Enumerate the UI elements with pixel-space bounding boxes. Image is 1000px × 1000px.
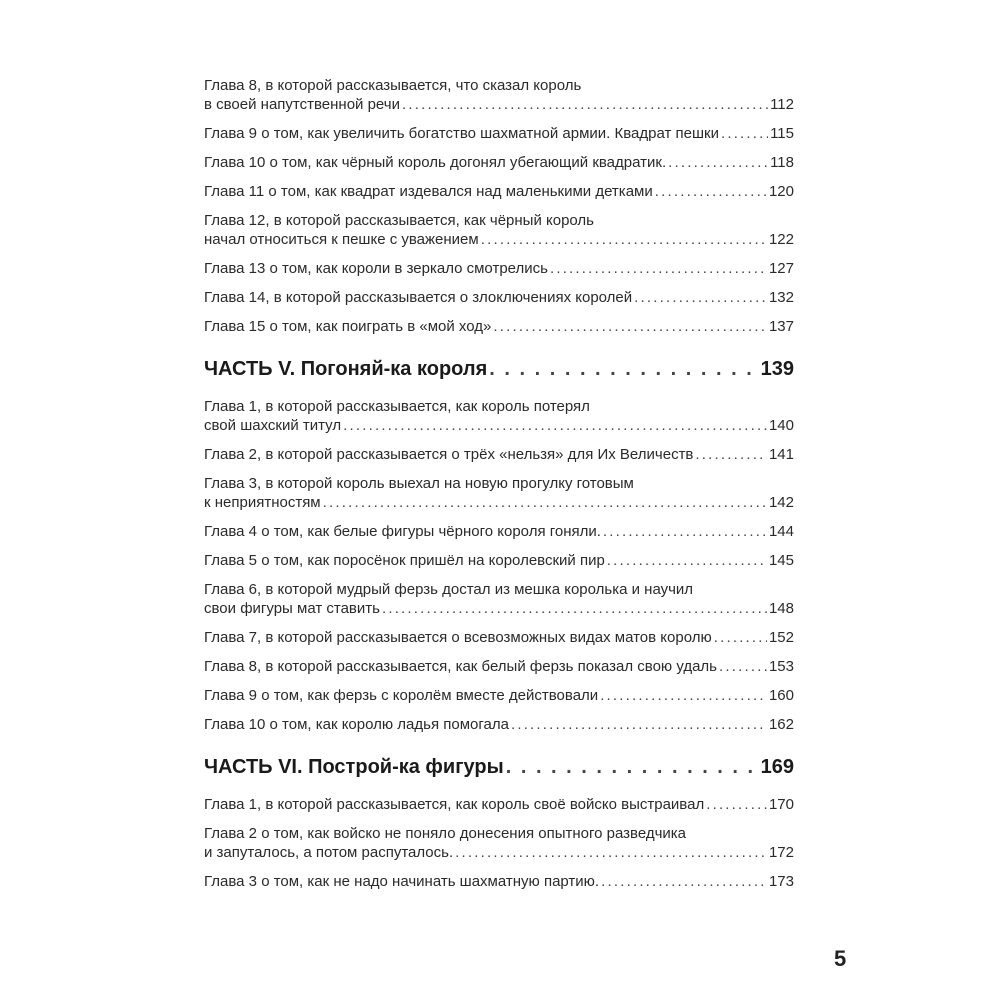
toc-entry <box>204 522 794 541</box>
toc-entry <box>204 580 794 618</box>
toc-entry <box>204 259 794 278</box>
leader-dots <box>634 288 767 307</box>
toc-entry-page: 122 <box>768 231 794 248</box>
toc-entry <box>204 628 794 647</box>
leader-dots <box>721 124 768 143</box>
leader-dots <box>695 445 767 464</box>
part-heading <box>204 756 794 779</box>
leader-dots <box>706 795 767 814</box>
toc-entry <box>204 182 794 201</box>
leader-dots <box>402 95 768 114</box>
toc-entry-line1: Глава 2 о том, как войско не поняло донесения опытного разведчика <box>204 825 687 842</box>
toc-entry-line1: Глава 8, в которой рассказывается, что сказал король <box>204 77 582 94</box>
toc-entry <box>204 317 794 336</box>
toc-entry-page: 153 <box>768 658 794 675</box>
toc-entry-page: 120 <box>768 183 794 200</box>
toc-entry-page: 172 <box>768 844 794 861</box>
part-page: 169 <box>760 756 794 778</box>
toc-entry <box>204 657 794 676</box>
toc-entry-page: 141 <box>768 446 794 463</box>
leader-dots <box>489 358 758 381</box>
toc-entry-line1: Глава 6, в которой мудрый ферзь достал из мешка королька и научил <box>204 581 694 598</box>
leader-dots <box>455 843 767 862</box>
toc-entry-page: 112 <box>770 96 794 113</box>
toc-entry-page: 145 <box>768 552 794 569</box>
leader-dots <box>601 872 767 891</box>
part-title: ЧАСТЬ V. Погоняй-ка короля <box>204 358 488 380</box>
toc-entry <box>204 211 794 249</box>
toc-entry <box>204 76 794 114</box>
leader-dots <box>607 551 767 570</box>
page-number: 5 <box>834 946 847 971</box>
toc-entry <box>204 824 794 862</box>
toc-entry-title: и запуталось, а потом распуталось. <box>204 844 454 861</box>
leader-dots <box>603 522 767 541</box>
toc-entry-page: 162 <box>768 716 794 733</box>
toc-entry-title: свой шахский титул <box>204 417 342 434</box>
toc-entry-page: 127 <box>768 260 794 277</box>
toc-entry-title: Глава 7, в которой рассказывается о всевозможных видах матов королю <box>204 629 712 646</box>
toc-entry <box>204 124 794 143</box>
toc-entry-page: 118 <box>770 154 794 171</box>
toc-entry-title: Глава 10 о том, как чёрный король догонял убегающий квадратик. <box>204 154 667 171</box>
leader-dots <box>668 153 768 172</box>
part-title: ЧАСТЬ VI. Построй-ка фигуры <box>204 756 504 778</box>
toc-entry-page: 170 <box>768 796 794 813</box>
leader-dots <box>323 493 767 512</box>
leader-dots <box>655 182 767 201</box>
leader-dots <box>550 259 767 278</box>
toc-entry-title: Глава 1, в которой рассказывается, как король своё войско выстраивал <box>204 796 705 813</box>
toc-entry-line1: Глава 3, в которой король выехал на новую прогулку готовым <box>204 475 634 492</box>
toc-entry-page: 148 <box>768 600 794 617</box>
toc-entry <box>204 474 794 512</box>
toc-entry <box>204 397 794 435</box>
leader-dots <box>382 599 767 618</box>
table-of-contents <box>204 76 794 901</box>
toc-entry-page: 137 <box>768 318 794 335</box>
toc-entry-page: 140 <box>768 417 794 434</box>
toc-entry <box>204 153 794 172</box>
part-page: 139 <box>760 358 794 380</box>
toc-entry <box>204 288 794 307</box>
toc-entry-page: 132 <box>768 289 794 306</box>
toc-entry-page: 152 <box>768 629 794 646</box>
toc-entry <box>204 715 794 734</box>
toc-entry-title: Глава 3 о том, как не надо начинать шахматную партию. <box>204 873 600 890</box>
toc-entry-line1: Глава 1, в которой рассказывается, как король потерял <box>204 398 590 415</box>
leader-dots <box>343 416 767 435</box>
toc-entry-title: Глава 13 о том, как короли в зеркало смотрелись <box>204 260 548 277</box>
toc-entry <box>204 686 794 705</box>
toc-entry-page: 115 <box>770 125 794 142</box>
toc-entry-page: 142 <box>768 494 794 511</box>
toc-entry-title: Глава 14, в которой рассказывается о злоключениях королей <box>204 289 633 306</box>
leader-dots <box>719 657 767 676</box>
toc-entry-title: в своей напутственной речи <box>204 96 400 113</box>
part-heading <box>204 358 794 381</box>
toc-entry-title: Глава 15 о том, как поиграть в «мой ход» <box>204 318 492 335</box>
toc-entry-title: к неприятностям <box>204 494 321 511</box>
toc-entry-title: Глава 10 о том, как королю ладья помогала <box>204 716 509 733</box>
toc-entry-title: Глава 4 о том, как белые фигуры чёрного короля гоняли. <box>204 523 601 540</box>
leader-dots <box>600 686 767 705</box>
toc-entry-title: начал относиться к пешке с уважением <box>204 231 479 248</box>
toc-entry <box>204 872 794 891</box>
leader-dots <box>506 756 759 779</box>
leader-dots <box>714 628 767 647</box>
leader-dots <box>511 715 767 734</box>
toc-entry-page: 144 <box>768 523 794 540</box>
toc-entry-title: Глава 8, в которой рассказывается, как белый ферзь показал свою удаль <box>204 658 717 675</box>
toc-entry-page: 160 <box>768 687 794 704</box>
toc-entry <box>204 795 794 814</box>
toc-entry-page: 173 <box>768 873 794 890</box>
toc-entry-title: Глава 9 о том, как ферзь с королём вместе действовали <box>204 687 599 704</box>
leader-dots <box>493 317 767 336</box>
toc-entry <box>204 551 794 570</box>
toc-entry-title: Глава 5 о том, как поросёнок пришёл на королевский пир <box>204 552 605 569</box>
toc-entry <box>204 445 794 464</box>
toc-entry-title: Глава 9 о том, как увеличить богатство шахматной армии. Квадрат пешки <box>204 125 719 142</box>
toc-entry-title: Глава 2, в которой рассказывается о трёх «нельзя» для Их Величеств <box>204 446 694 463</box>
toc-entry-title: свои фигуры мат ставить <box>204 600 380 617</box>
leader-dots <box>481 230 767 249</box>
toc-entry-title: Глава 11 о том, как квадрат издевался над маленькими детками <box>204 183 653 200</box>
toc-entry-line1: Глава 12, в которой рассказывается, как чёрный король <box>204 212 594 229</box>
